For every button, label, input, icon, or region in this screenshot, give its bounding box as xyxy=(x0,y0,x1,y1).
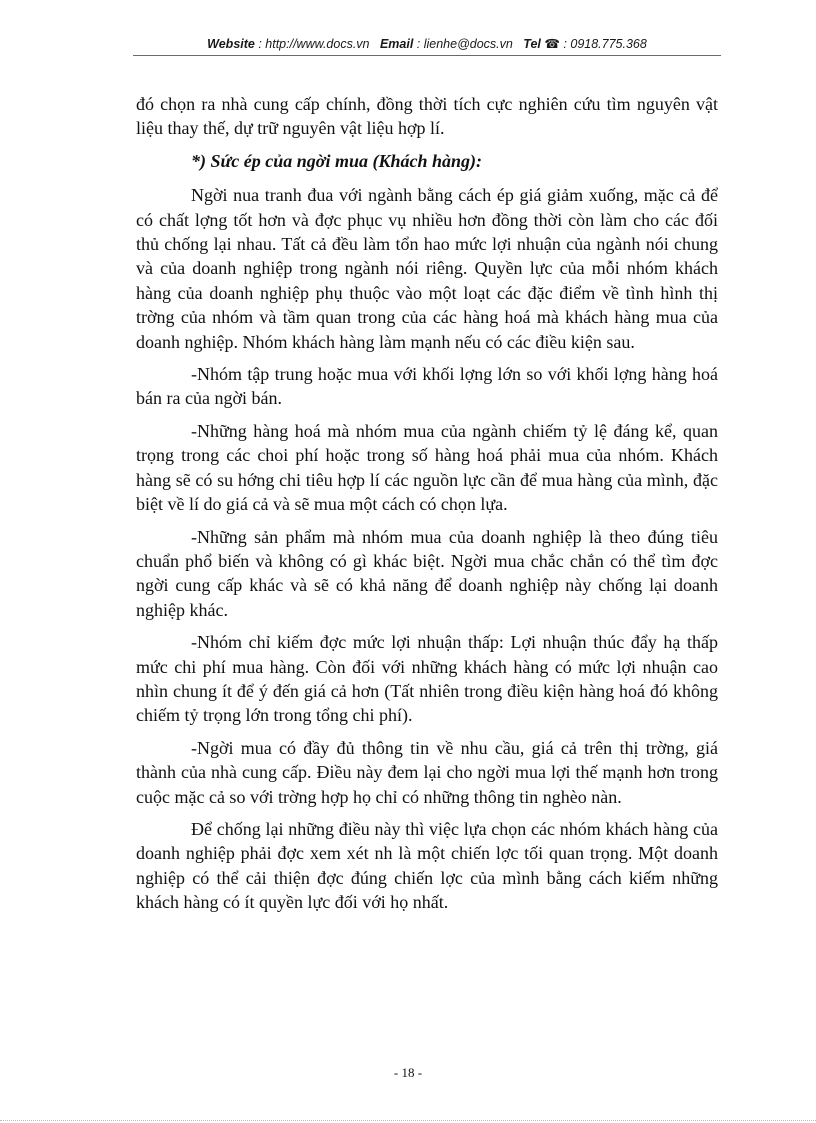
website-label: Website xyxy=(207,37,255,51)
paragraph: -Nhóm chỉ kiếm đợc mức lợi nhuận thấp: Lợi nhuận thúc đẩy hạ thấp mức chi phí mua hàng. Còn đối với những khách hàng có mức lợi nhuận cao nhìn chung ít để ý đến giá cả hơn (Tất nhiên trong điều kiện hàng hoá đó không chiếm tỷ trọng lớn trong tổng chi phí). xyxy=(136,632,718,726)
page-header xyxy=(133,36,721,51)
paragraph: Để chống lại những điều này thì việc lựa chọn các nhóm khách hàng của doanh nghiệp phải đợc xem xét nh là một chiến lợc tối quan trọng. Một doanh nghiệp có thể cải thiện đợc đúng chiến lợc của mình bằng cách kiếm những khách hàng có ít quyền lực đối với họ nhất. xyxy=(136,818,718,913)
email-label: Email xyxy=(379,37,414,51)
website-url: : http://www.docs.vn xyxy=(258,37,370,51)
footer-divider xyxy=(0,1120,816,1121)
page-number: - 18 - xyxy=(393,1065,423,1080)
email-address: : lienhe@docs.vn xyxy=(416,37,513,51)
tel-number: ☎ : 0918.775.368 xyxy=(544,37,647,51)
document-body xyxy=(136,92,718,923)
paragraph: Ngời nua tranh đua với ngành bằng cách ép giá giảm xuống, mặc cả để có chất lợng tốt hơn và đợc phục vụ nhiều hơn đồng thời còn làm cho các đối thủ chống lại nhau. Tất cả đều làm tổn hao mức lợi nhuận của ngành nói chung và của doanh nghiệp trong ngành nói riêng. Quyền lực của mỗi nhóm khách hàng của doanh nghiệp phụ thuộc vào một loạt các đặc điểm về tình hình thị trờng của nhóm và tầm quan trong của các hàng hoá mà khách hàng mua của doanh nghiệp. Nhóm khách hàng làm mạnh nếu có các điều kiện sau. xyxy=(136,185,718,352)
paragraph: -Những hàng hoá mà nhóm mua của ngành chiếm tỷ lệ đáng kể, quan trọng trong các choi phí hoặc trong số hàng hoá phải mua của nhóm. Khách hàng sẽ có su hớng chi tiêu hợp lí các nguồn lực cần để mua hàng của mình, đặc biệt về lí do giá cả và sẽ mua một cách có chọn lựa. xyxy=(136,420,718,515)
tel-label: Tel xyxy=(523,37,541,51)
paragraph: -Ngời mua có đầy đủ thông tin về nhu cầu, giá cả trên thị trờng, giá thành của nhà cung cấp. Điều này đem lại cho ngời mua lợi thế mạnh hơn trong cuộc mặc cả so với trờng hợp họ chỉ có những thông tin nghèo nàn. xyxy=(136,737,718,807)
paragraph: -Nhóm tập trung hoặc mua với khối lợng lớn so với khối lợng hàng hoá bán ra của ngời bán. xyxy=(136,364,718,409)
section-heading: *) Sức ép của ngời mua (Khách hàng): xyxy=(191,150,482,171)
header-divider xyxy=(133,55,721,56)
paragraph-continuation: đó chọn ra nhà cung cấp chính, đồng thời tích cực nghiên cứu tìm nguyên vật liệu thay thế, dự trữ nguyên vật liệu hợp lí. xyxy=(136,94,718,139)
paragraph: -Những sản phẩm mà nhóm mua của doanh nghiệp là theo đúng tiêu chuẩn phổ biến và không có gì khác biệt. Ngời mua chắc chắn có thể tìm đợc ngời cung cấp khác và sẽ có khả năng để doanh nghiệp này chống lại doanh nghiệp khác. xyxy=(136,526,718,620)
